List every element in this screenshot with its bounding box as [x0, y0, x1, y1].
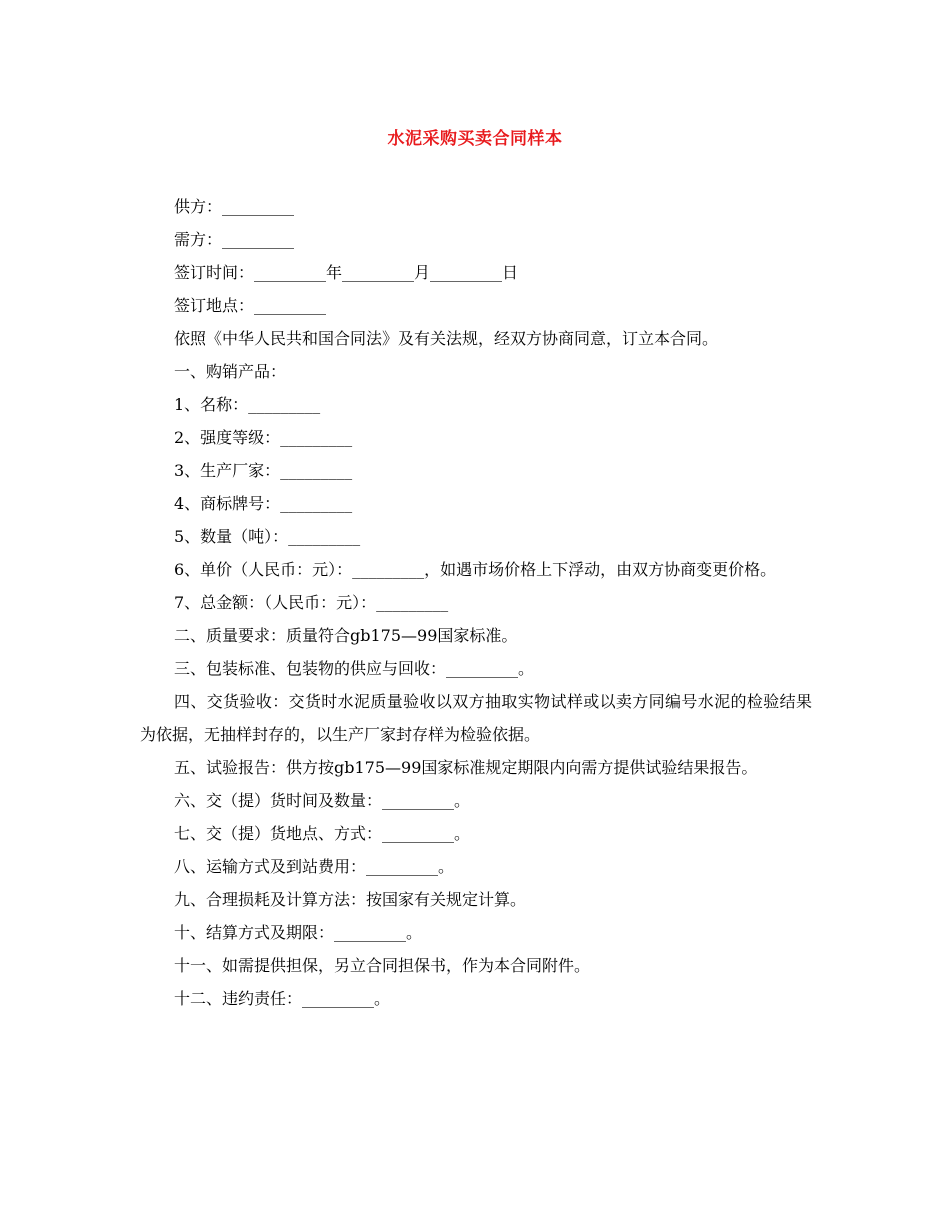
signing-place-line: 签订地点：_________ [174, 296, 327, 315]
signing-date-line: 签订时间：_________年_________月_________日 [174, 263, 519, 282]
preamble-paragraph: 依照《中华人民共和国合同法》及有关法规，经双方协商同意，订立本合同。 [174, 329, 719, 348]
section-6-delivery-time: 六、交（提）货时间及数量：_________。 [174, 791, 471, 810]
supplier-line: 供方：_________ [174, 197, 295, 216]
section-2-quality: 二、质量要求：质量符合gb175—99国家标准。 [174, 626, 518, 645]
section-9-loss: 九、合理损耗及计算方法：按国家有关规定计算。 [174, 890, 527, 909]
total-amount-line: 7、总金额：（人民币：元）：_________ [174, 593, 449, 612]
section-11-guarantee: 十一、如需提供担保，另立合同担保书，作为本合同附件。 [174, 956, 591, 975]
buyer-line: 需方：_________ [174, 230, 295, 249]
section-8-transport: 八、运输方式及到站费用：_________。 [174, 857, 455, 876]
section-3-packaging: 三、包装标准、包装物的供应与回收：_________。 [174, 659, 535, 678]
section-10-settlement: 十、结算方式及期限：_________。 [174, 923, 423, 942]
quantity-line: 5、数量（吨）：_________ [174, 527, 361, 546]
section-5-test-report: 五、试验报告：供方按gb175—99国家标准规定期限内向需方提供试验结果报告。 [174, 758, 758, 777]
product-name-line: 1、名称：_________ [174, 395, 321, 414]
brand-line: 4、商标牌号：_________ [174, 494, 353, 513]
unit-price-paragraph: 6、单价（人民币：元）：_________，如遇市场价格上下浮动，由双方协商变更价格。 [174, 560, 777, 579]
contract-body [140, 190, 812, 1015]
section-12-liability: 十二、违约责任：_________。 [174, 989, 391, 1008]
section-1-heading: 一、购销产品： [174, 362, 287, 381]
strength-grade-line: 2、强度等级：_________ [174, 428, 353, 447]
manufacturer-line: 3、生产厂家：_________ [174, 461, 353, 480]
document-title: 水泥采购买卖合同样本 [387, 129, 563, 149]
section-7-delivery-place: 七、交（提）货地点、方式：_________。 [174, 824, 471, 843]
section-4-acceptance: 四、交货验收：交货时水泥质量验收以双方抽取实物试样或以卖方同编号水泥的检验结果为依据，无抽样封存的，以生产厂家封存样为检验依据。 [140, 692, 812, 744]
